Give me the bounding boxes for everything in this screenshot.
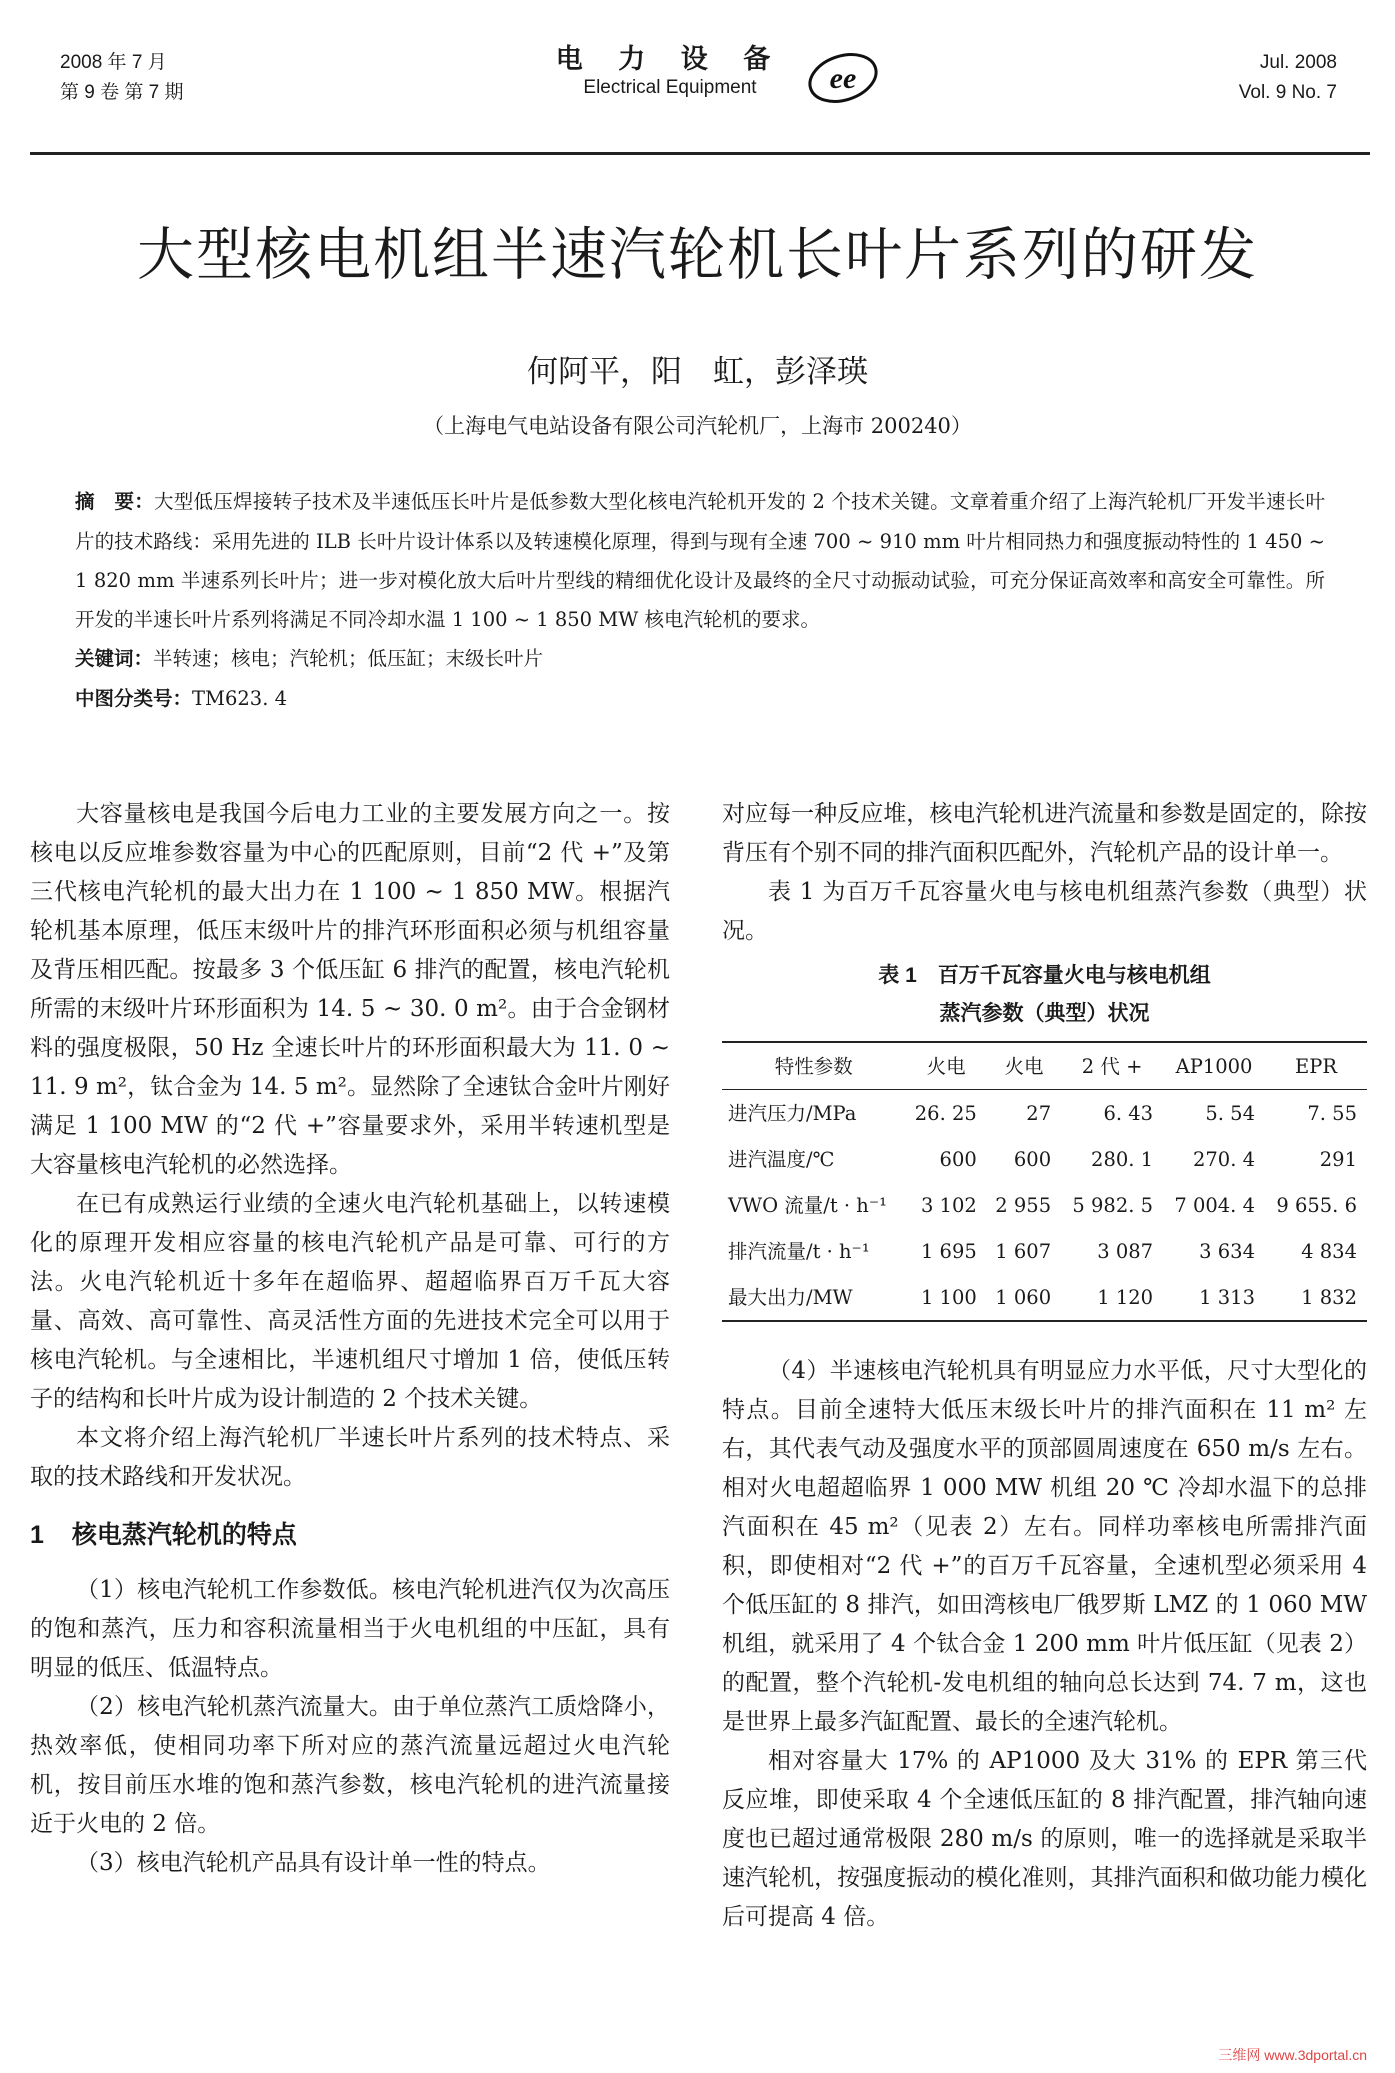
table-cell: 5. 54 — [1205, 1101, 1255, 1125]
table-cell: 2 955 — [995, 1193, 1052, 1217]
table-cell: 9 655. 6 — [1276, 1193, 1357, 1217]
table-cell: 3 634 — [1199, 1239, 1255, 1263]
journal-logo-text: ee — [829, 62, 857, 95]
journal-name-cn: 电 力 设 备 — [555, 44, 785, 74]
table-cell: 26. 25 — [914, 1101, 977, 1125]
abstract-label: 摘 要： — [75, 491, 155, 513]
table-caption-line-1: 表 1 百万千瓦容量火电与核电机组 — [878, 964, 1211, 987]
issue-volume-en: Vol. 9 No. 7 — [1238, 82, 1337, 103]
issue-date-cn: 2008 年 7 月 — [60, 52, 167, 73]
abstract-text: 大型低压焊接转子技术及半速低压长叶片是低参数大型化核电汽轮机开发的 2 个技术关键。文章着重介绍了上海汽轮机厂开发半速长叶片的技术路线：采用先进的 ILB 长叶片设计体系以及转速模化原理，得到与现有全速 700 ~ 910 mm 叶片相同热力和强度振动特性的 1 450 ~ 1 820 mm 半速系列长叶片；进一步对模化放大后叶片型线的精细优化设计及最终的全尺寸动振动试验，可充分保证高效率和高安全可靠性。所开发的半速长叶片系列将满足不同冷却水温 1 100 ~ 1 850 MW 核电汽轮机的要求。 — [75, 490, 1325, 631]
table-cell: 1 060 — [987, 1274, 1061, 1321]
journal-name — [555, 42, 785, 100]
table-spacer — [722, 1322, 1367, 1352]
paragraph: （1）核电汽轮机工作参数低。核电汽轮机进汽仅为次高压的饱和蒸汽，压力和容积流量相当于火电机组的中压缸，具有明显的低压、低温特点。 — [30, 1577, 670, 1681]
paragraph: （2）核电汽轮机蒸汽流量大。由于单位蒸汽工质焓降小，热效率低，使相同功率下所对应的蒸汽流量远超过火电汽轮机，按目前压水堆的饱和蒸汽参数，核电汽轮机的进汽流量接近于火电的 2 倍。 — [30, 1694, 670, 1837]
paragraph: （3）核电汽轮机产品具有设计单一性的特点。 — [76, 1850, 551, 1876]
table-header-cell: 2 代 + — [1061, 1042, 1163, 1090]
table-cell: 6. 43 — [1103, 1101, 1154, 1125]
paragraph: 大容量核电是我国今后电力工业的主要发展方向之一。按核电以反应堆参数容量为中心的匹配原则，目前“2 代 +”及第三代核电汽轮机的最大出力在 1 100 ~ 1 850 MW。根据汽轮机基本原理，低压末级叶片的排汽环形面积必须与机组容量及背压相匹配。按最多 3 个低压缸 6 排汽的配置，核电汽轮机所需的末级叶片环形面积为 14. 5 ~ 30. 0 m²。由于合金钢材料的强度极限，50 Hz 全速长叶片的环形面积最大为 11. 0 ~ 11. 9 m²，钛合金为 14. 5 m²。显然除了全速钛合金叶片刚好满足 1 100 MW 的“2 代 +”容量要求外，采用半转速机型是大容量核电汽轮机的必然选择。 — [30, 801, 670, 1178]
paper-affiliation: （上海电气电站设备有限公司汽轮机厂，上海市 200240） — [423, 414, 972, 438]
table-cell: 4 834 — [1301, 1239, 1357, 1263]
table-row — [722, 1274, 1367, 1321]
header-left — [60, 48, 184, 108]
body-left-column — [30, 795, 670, 1883]
table-cell: 3 087 — [1097, 1239, 1154, 1263]
table-header-cell: 特性参数 — [722, 1042, 906, 1090]
issue-volume-cn: 第 9 卷 第 7 期 — [60, 82, 184, 103]
table-cell: 1 313 — [1163, 1274, 1265, 1321]
section-heading — [30, 1507, 670, 1563]
steam-parameter-table — [722, 1041, 1367, 1322]
table-cell: 排汽流量/t · h⁻¹ — [728, 1239, 870, 1263]
table-cell: 1 120 — [1061, 1274, 1163, 1321]
table-cell: 270. 4 — [1192, 1147, 1255, 1171]
table-header-cell: AP1000 — [1163, 1042, 1265, 1090]
table-cell: 1 695 — [920, 1239, 977, 1263]
paper-authors: 何阿平，阳 虹，彭泽瑛 — [527, 354, 868, 390]
table-cell: 600 — [939, 1147, 977, 1171]
table-cell: 1 607 — [995, 1239, 1052, 1263]
table-cell: 1 832 — [1265, 1274, 1367, 1321]
keywords — [75, 639, 1325, 679]
abstract — [75, 482, 1325, 639]
paragraph: 对应每一种反应堆，核电汽轮机进汽流量和参数是固定的，除按背压有个别不同的排汽面积匹配外，汽轮机产品的设计单一。 — [722, 801, 1367, 866]
table-caption-line-2: 蒸汽参数（典型）状况 — [939, 1002, 1150, 1025]
keywords-label: 关键词： — [75, 648, 154, 670]
table-cell: 27 — [1026, 1101, 1052, 1125]
paragraph: 表 1 为百万千瓦容量火电与核电机组蒸汽参数（典型）状况。 — [722, 879, 1367, 944]
section-title: 核电蒸汽轮机的特点 — [71, 1521, 297, 1549]
table-caption — [722, 957, 1367, 1033]
journal-logo-icon — [805, 48, 881, 108]
section-number: 1 — [30, 1521, 44, 1549]
table-row — [722, 1228, 1367, 1274]
clc-label: 中图分类号： — [75, 688, 193, 710]
journal-name-en: Electrical Equipment — [583, 77, 757, 98]
table-cell: 600 — [1013, 1147, 1052, 1171]
issue-date-en: Jul. 2008 — [1259, 52, 1337, 73]
table-cell: 7. 55 — [1307, 1101, 1357, 1125]
paragraph: 在已有成熟运行业绩的全速火电汽轮机基础上，以转速模化的原理开发相应容量的核电汽轮机产品是可靠、可行的方法。火电汽轮机近十多年在超临界、超超临界百万千瓦大容量、高效、高可靠性、高灵活性方面的先进技术完全可以用于核电汽轮机。与全速相比，半速机组尺寸增加 1 倍，使低压转子的结构和长叶片成为设计制造的 2 个技术关键。 — [30, 1191, 670, 1412]
table-cell: 进汽温度/℃ — [728, 1147, 835, 1171]
keywords-text: 半转速；核电；汽轮机；低压缸；末级长叶片 — [153, 647, 544, 670]
header-rule — [30, 152, 1370, 155]
abstract-block — [75, 482, 1325, 719]
table-cell: 最大出力/MW — [722, 1274, 906, 1321]
body-right-column — [722, 795, 1367, 1937]
table-row — [722, 1136, 1367, 1182]
table-cell: 291 — [1319, 1147, 1357, 1171]
table-header-cell: 火电 — [987, 1042, 1061, 1090]
site-watermark: 三维网 www.3dportal.cn — [1218, 2047, 1367, 2063]
table-cell: 280. 1 — [1091, 1147, 1154, 1171]
paragraph: （4）半速核电汽轮机具有明显应力水平低，尺寸大型化的特点。目前全速特大低压末级长叶片的排汽面积在 11 m² 左右，其代表气动及强度水平的顶部圆周速度在 650 m/s 左右。相对火电超超临界 1 000 MW 机组 20 ℃ 冷却水温下的总排汽面积在 45 m²（见表 2）左右。同样功率核电所需排汽面积，即使相对“2 代 +”的百万千瓦容量，全速机型必须采用 4 个低压缸的 8 排汽，如田湾核电厂俄罗斯 LMZ 的 1 060 MW 机组，就采用了 4 个钛合金 1 200 mm 叶片低压缸（见表 2）的配置，整个汽轮机-发电机组的轴向总长达到 74. 7 m，这也是世界上最多汽缸配置、最长的全速汽轮机。 — [722, 1358, 1367, 1735]
paper-title: 大型核电机组半速汽轮机长叶片系列的研发 — [137, 222, 1258, 288]
clc-text: TM623. 4 — [192, 687, 288, 710]
table-cell: VWO 流量/t · h⁻¹ — [728, 1193, 887, 1217]
clc-number — [75, 679, 1325, 719]
paragraph: 本文将介绍上海汽轮机厂半速长叶片系列的技术特点、采取的技术路线和开发状况。 — [30, 1425, 670, 1490]
table-cell: 进汽压力/MPa — [728, 1101, 857, 1125]
paragraph: 相对容量大 17% 的 AP1000 及大 31% 的 EPR 第三代反应堆，即使采取 4 个全速低压缸的 8 排汽配置，排汽轴向速度也已超过通常极限 280 m/s 的原则，唯一的选择就是采取半速汽轮机，按强度振动的模化准则，其排汽面积和做功能力模化后可提高 4 倍。 — [722, 1748, 1367, 1930]
table-cell: 5 982. 5 — [1072, 1193, 1154, 1217]
header-right — [1239, 48, 1337, 108]
table-row — [722, 1090, 1367, 1137]
table-cell: 1 100 — [906, 1274, 987, 1321]
table-cell: 3 102 — [920, 1193, 977, 1217]
table-header-cell: EPR — [1265, 1042, 1367, 1090]
page-header — [0, 40, 1395, 120]
table-header-cell: 火电 — [906, 1042, 987, 1090]
table-cell: 7 004. 4 — [1174, 1193, 1255, 1217]
table-row — [722, 1182, 1367, 1228]
table-header-row — [722, 1042, 1367, 1090]
